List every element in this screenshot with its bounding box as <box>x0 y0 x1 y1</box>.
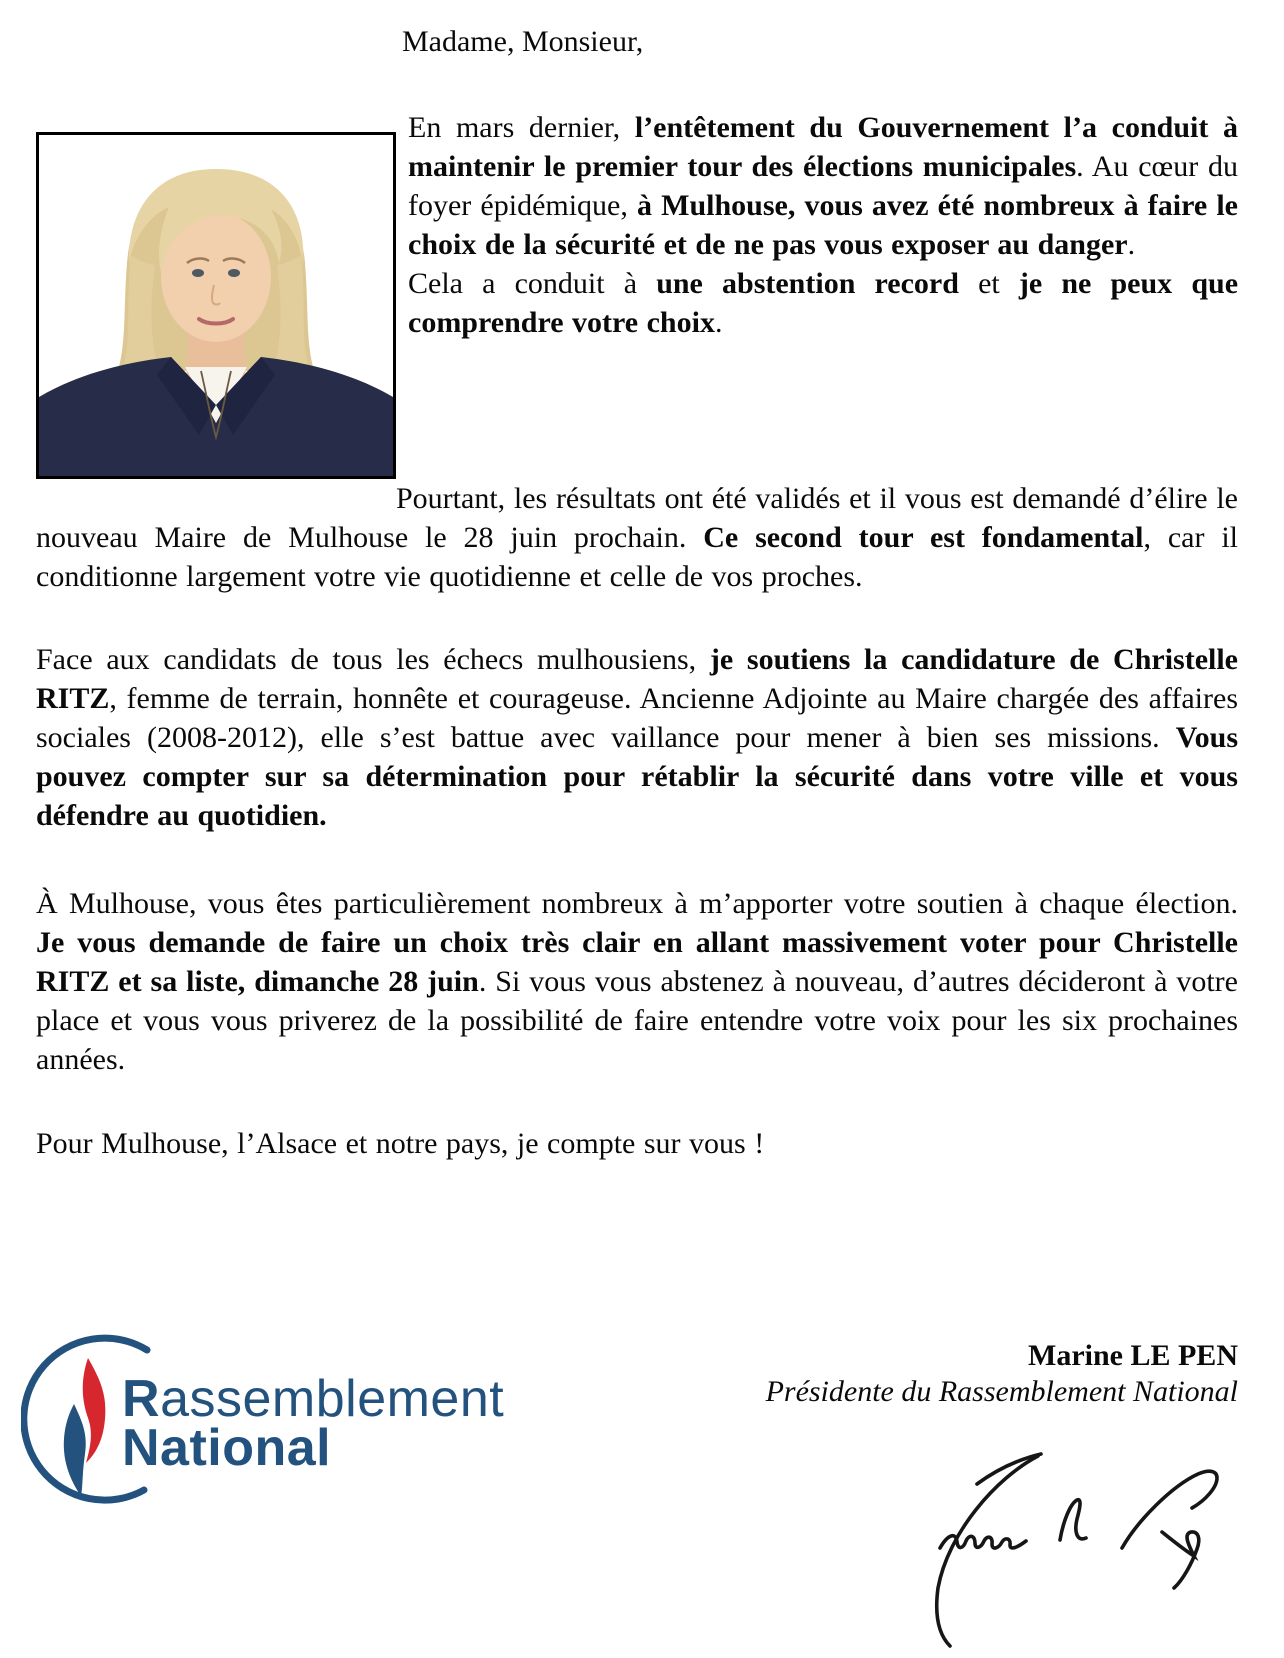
signature-main-curve <box>937 1456 1038 1646</box>
text-run: . <box>1127 228 1136 261</box>
text-run: Ce second tour est fondamental <box>703 521 1144 554</box>
text-run: je ne peux que comprendre votre choix <box>408 267 1239 339</box>
text-run: . Si vous vous abstenez à nouveau, d’autres décideront à votre place et vous vous priverez de la possibilité de faire entendre votre voix pour les six prochaines années. <box>36 965 1238 1076</box>
text-run: l’entêtement du Gouvernement l’a conduit à maintenir le premier tour des élections municipales <box>408 111 1238 183</box>
left-eye <box>192 269 204 277</box>
closing-line <box>36 1124 1238 1163</box>
paragraph-appel-au-vote <box>36 884 1238 1079</box>
text-run: Je vous demande de faire un choix très clair en allant massivement voter pour Christelle RITZ et sa liste, dimanche 28 juin <box>36 926 1238 998</box>
text-run: En mars dernier, <box>408 111 635 144</box>
text-run: , femme de terrain, honnête et courageuse. Ancienne Adjointe au Maire chargée des affaires sociales (2008-2012), elle s’est battue avec vaillance pour mener à bien ses missions. <box>36 682 1238 754</box>
text-run: une abstention record <box>656 267 959 300</box>
text-run: . <box>714 306 723 339</box>
signatory-name: Marine LE PEN <box>1028 1339 1238 1372</box>
text-run: Face aux candidats de tous les échecs mulhousiens, <box>36 643 710 676</box>
marine-le-pen-photo <box>36 132 396 479</box>
text-run: R <box>122 1370 161 1428</box>
text-run: , car il conditionne largement votre vie quotidienne et celle de vos proches. <box>36 521 1239 593</box>
logo-line-rassemblement <box>122 1370 505 1428</box>
text-run: je soutiens la candidature de Christelle RITZ <box>36 643 1239 715</box>
handwritten-signature-icon <box>900 1448 1240 1653</box>
signatory-title: Présidente du Rassemblement National <box>765 1375 1238 1408</box>
portrait-image <box>39 135 393 476</box>
logo-line-national: National <box>122 1419 332 1477</box>
rn-logo-text <box>122 1370 505 1477</box>
flame-red <box>83 1358 106 1463</box>
text-run: À Mulhouse, vous êtes particulièrement nombreux à m’apporter votre soutien à chaque élection. <box>36 887 1238 920</box>
text-run: Pour Mulhouse, l’Alsace et notre pays, je compte sur vous ! <box>36 1127 765 1160</box>
letter-body <box>36 108 1238 1163</box>
paragraph-second-tour <box>36 479 1238 596</box>
right-eye <box>228 269 240 277</box>
text-run: . Au cœur du foyer épidémique, <box>408 150 1238 222</box>
text-run: à Mulhouse, vous avez été nombreux à faire le choix de la sécurité et de ne pas vous exposer au danger <box>408 189 1238 261</box>
rn-logo <box>21 1333 581 1513</box>
flame-blue <box>64 1404 86 1496</box>
text-run: Cela a conduit à <box>408 267 657 300</box>
salutation <box>402 22 1238 61</box>
text-run: et <box>958 267 1019 300</box>
signature-le <box>1060 1500 1086 1540</box>
text-run: Vous pouvez compter sur sa détermination pour rétablir la sécurité dans votre ville et vous défendre au quotidien. <box>36 721 1238 832</box>
paragraph-candidature-ritz <box>36 640 1238 835</box>
signature-ey <box>1162 1532 1199 1588</box>
salutation-text: Madame, Monsieur, <box>402 25 644 58</box>
text-run: Pourtant, les résultats ont été validés et il vous est demandé d’élire le nouveau Maire de Mulhouse le 28 juin prochain. <box>36 482 1238 554</box>
text-run: assemblement <box>160 1370 505 1428</box>
signature-block <box>766 1338 1238 1410</box>
